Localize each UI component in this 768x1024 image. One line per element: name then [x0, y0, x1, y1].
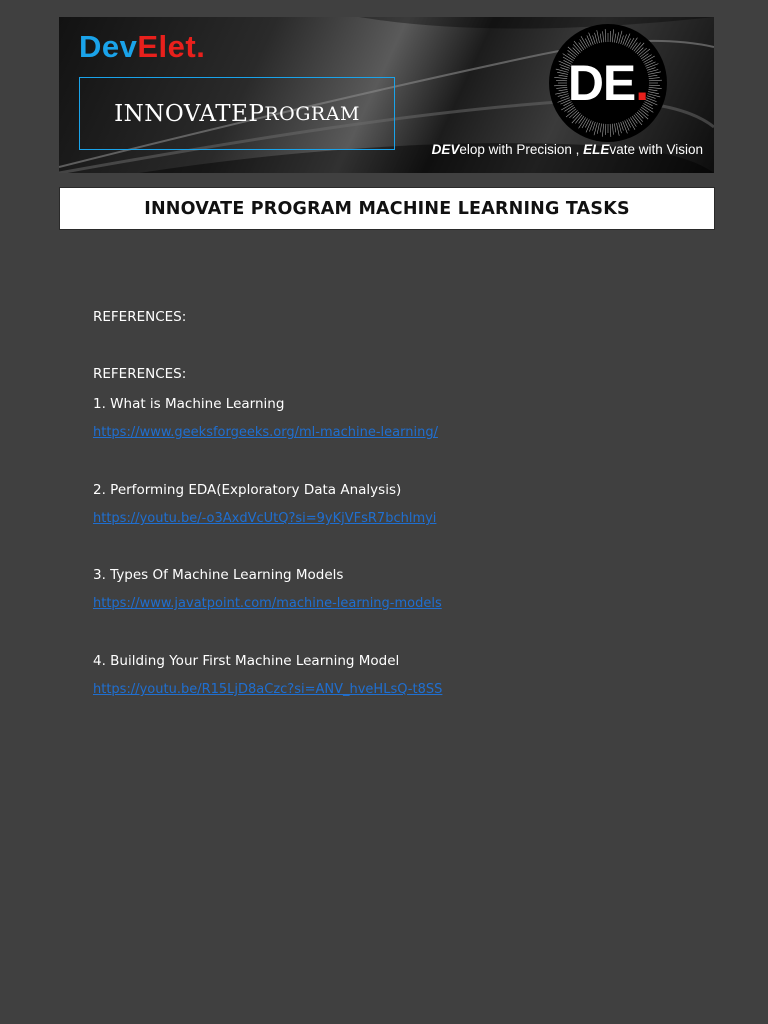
reference-link-2[interactable]: https://youtu.be/-o3AxdVcUtQ?si=9yKjVFsR7bchlmyi	[93, 511, 437, 526]
brand-dev: Dev	[79, 29, 138, 64]
tagline-ele: ELE	[583, 142, 610, 157]
tagline	[432, 142, 703, 157]
program-name-box	[79, 77, 395, 150]
reference-link-1[interactable]: https://www.geeksforgeeks.org/ml-machine-learning/	[93, 425, 438, 440]
brand-elet: Elet.	[137, 29, 206, 64]
tagline-dev: DEV	[431, 142, 460, 157]
reference-title-4: 4. Building Your First Machine Learning Model	[93, 653, 400, 669]
references-heading-2: REFERENCES:	[93, 366, 187, 382]
reference-title-3: 3. Types Of Machine Learning Models	[93, 567, 344, 583]
tagline-part1: elop with Precision ,	[459, 142, 584, 157]
references-heading: REFERENCES:	[93, 309, 187, 325]
de-logo-badge	[549, 24, 667, 142]
program-name-big: INNOVATE	[114, 100, 249, 127]
page-title: INNOVATE PROGRAM MACHINE LEARNING TASKS	[144, 198, 630, 219]
reference-title-1: 1. What is Machine Learning	[93, 396, 285, 412]
logo-de-text	[568, 54, 648, 112]
logo-de: DE	[567, 55, 636, 111]
reference-link-4[interactable]: https://youtu.be/R15LjD8aCzc?si=ANV_hveHLsQ-t8SS	[93, 682, 443, 697]
brand-logo-text	[79, 29, 205, 65]
program-name-small: ROGRAM	[264, 102, 360, 125]
reference-link-3[interactable]: https://www.javatpoint.com/machine-learning-models	[93, 596, 442, 611]
page-title-box	[59, 187, 715, 230]
tagline-part2: vate with Vision	[609, 142, 703, 157]
reference-title-2: 2. Performing EDA(Exploratory Data Analysis)	[93, 482, 402, 498]
logo-dot: .	[635, 55, 649, 111]
program-name-cap: P	[248, 100, 265, 127]
header-banner	[59, 17, 714, 173]
